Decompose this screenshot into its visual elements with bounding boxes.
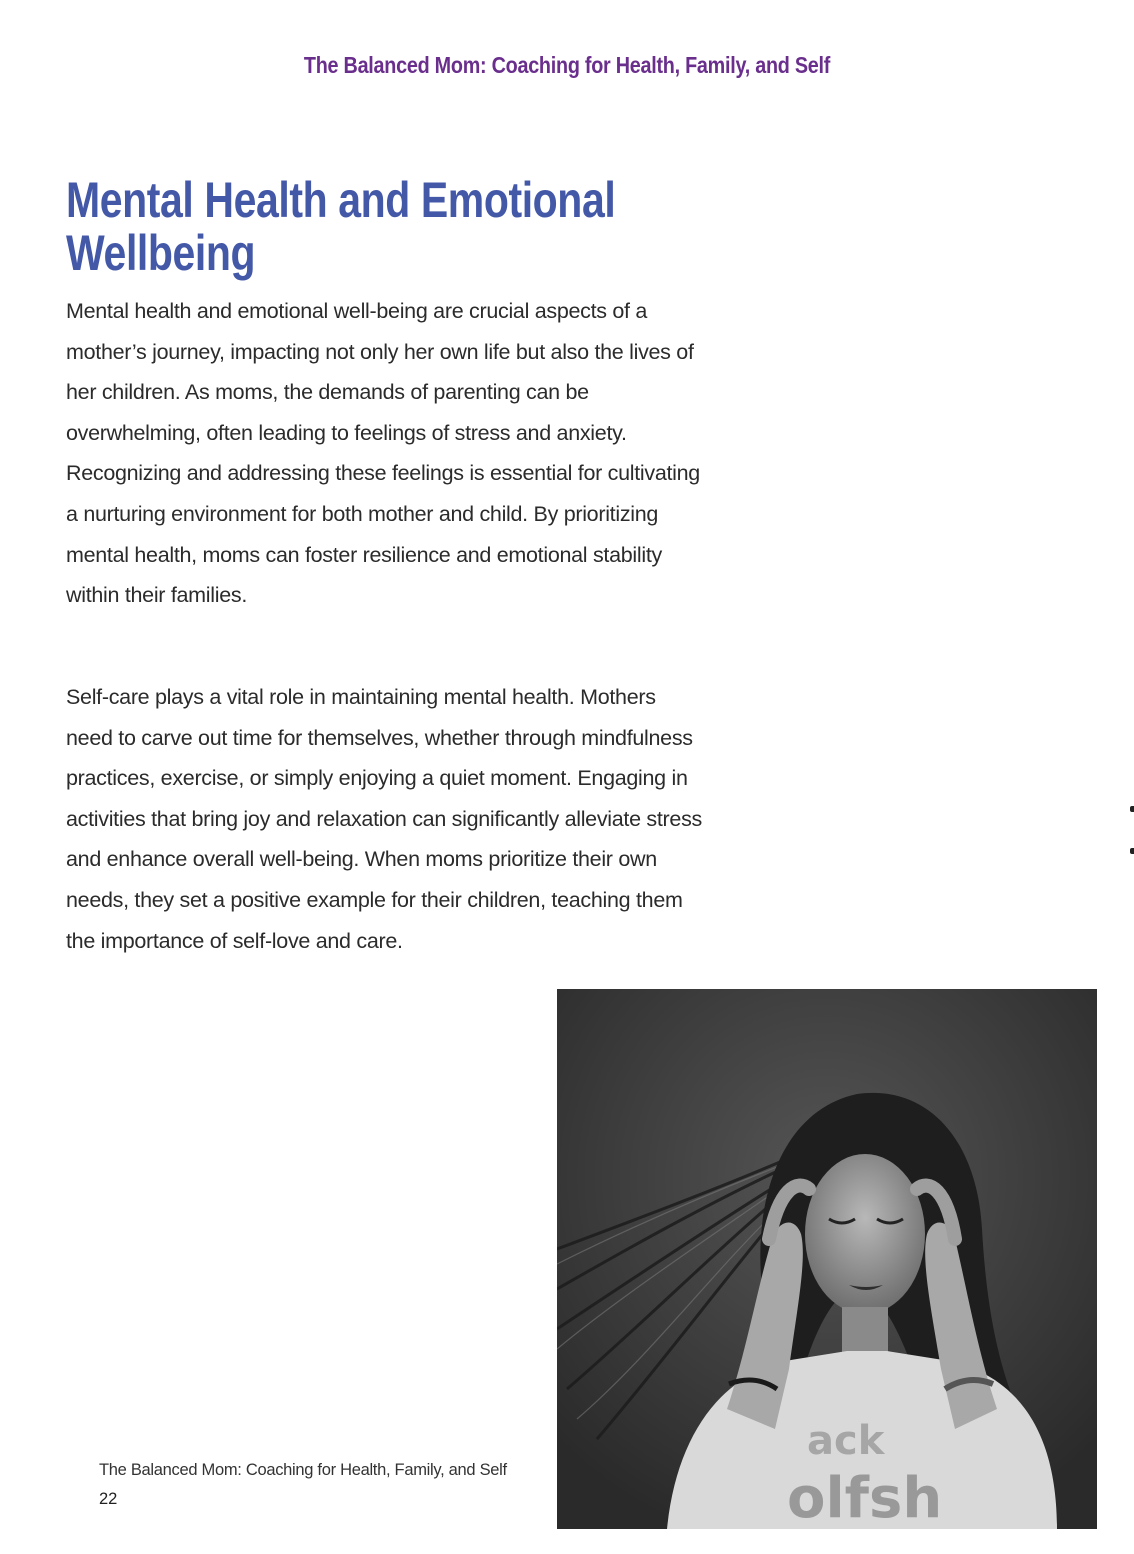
body-paragraph-1: Mental health and emotional well-being are crucial aspects of a mother’s journey, impacting not only her own life but also the lives of her children. As moms, the demands of parenting can be overwhelming, often leading to feelings of stress and anxiety. Recognizing and addressing these feelings is essential for cultivating a nurturing environment for both mother and child. By prioritizing mental health, moms can foster resilience and emotional stability within their families.: [66, 299, 700, 608]
chapter-title: Mental Health and Emotional Wellbeing: [66, 172, 616, 281]
shirt-print-top: ack: [807, 1418, 885, 1464]
page-number: 22: [99, 1490, 118, 1508]
running-header: The Balanced Mom: Coaching for Health, Family, and Self: [303, 52, 831, 78]
footer-book-title: The Balanced Mom: Coaching for Health, Family, and Self: [99, 1461, 507, 1479]
edge-mark: [1130, 806, 1134, 812]
edge-mark: [1130, 848, 1134, 854]
woman-photo: [557, 989, 1097, 1529]
shirt-print-bottom: olfsh: [787, 1466, 943, 1529]
woman-illustration: [557, 989, 1097, 1529]
body-paragraph-2: Self-care plays a vital role in maintaining mental health. Mothers need to carve out time for themselves, whether through mindfulness practices, exercise, or simply enjoying a quiet moment. Engaging in activities that bring joy and relaxation can significantly alleviate stress and enhance overall well-being. When moms prioritize their own needs, they set a positive example for their children, teaching them the importance of self-love and care.: [66, 685, 702, 953]
